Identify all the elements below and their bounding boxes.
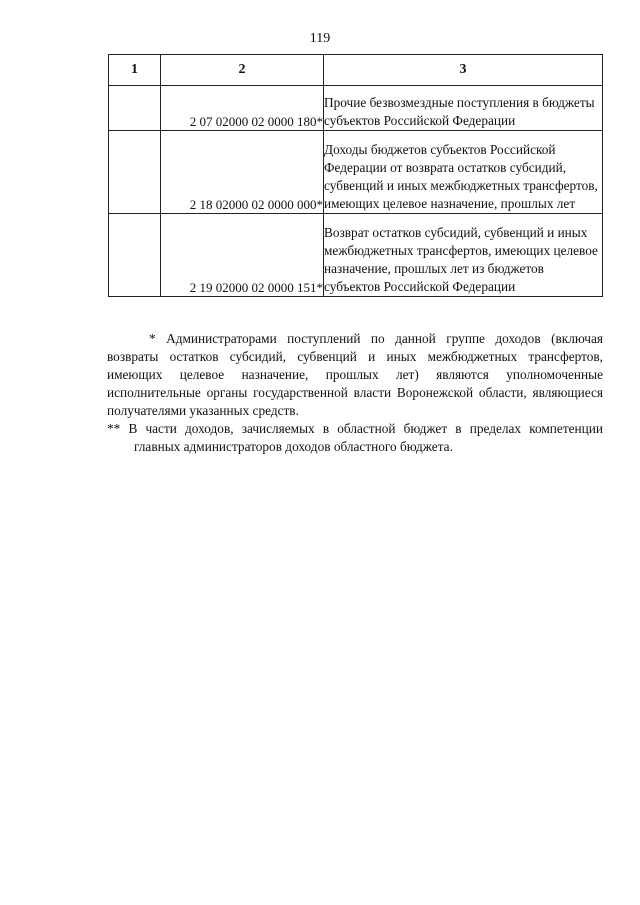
page-number: 119 bbox=[309, 31, 331, 46]
revenue-code: 2 19 02000 02 0000 151* bbox=[161, 214, 324, 297]
revenue-description: Доходы бюджетов субъектов Российской Федерации от возврата остатков субсидий, субвенций и иных межбюджетных трансфертов, имеющих целевое назначение, прошлых лет bbox=[324, 131, 603, 214]
footnote-2: ** В части доходов, зачисляемых в областной бюджет в пределах компетенции главных администраторов доходов областного бюджета. bbox=[107, 421, 603, 454]
revenue-code: 2 18 02000 02 0000 000* bbox=[161, 131, 324, 214]
column-header-3: 3 bbox=[324, 55, 603, 86]
table-cell-empty bbox=[109, 131, 161, 214]
footnote-1: * Администраторами поступлений по данной группе доходов (включая возвраты остатков субсидий, субвенций и иных межбюджетных трансфертов, имеющих целевое назначение, прошлых лет) являются уполномоченные исполнительные органы государственной власти Воронежской области, являющиеся получателями указанных средств. bbox=[107, 331, 603, 418]
revenue-description: Прочие безвозмездные поступления в бюджеты субъектов Российской Федерации bbox=[324, 86, 603, 131]
footnotes bbox=[107, 330, 603, 456]
table-cell-empty bbox=[109, 86, 161, 131]
revenue-codes-table bbox=[108, 54, 603, 297]
table-cell-empty bbox=[109, 214, 161, 297]
table-row bbox=[109, 86, 603, 131]
table-row bbox=[109, 131, 603, 214]
table-row bbox=[109, 214, 603, 297]
revenue-description: Возврат остатков субсидий, субвенций и иных межбюджетных трансфертов, имеющих целевое назначение, прошлых лет из бюджетов субъектов Российской Федерации bbox=[324, 214, 603, 297]
revenue-code: 2 07 02000 02 0000 180* bbox=[161, 86, 324, 131]
column-header-1: 1 bbox=[109, 55, 161, 86]
column-header-2: 2 bbox=[161, 55, 324, 86]
table-header-row bbox=[109, 55, 603, 86]
